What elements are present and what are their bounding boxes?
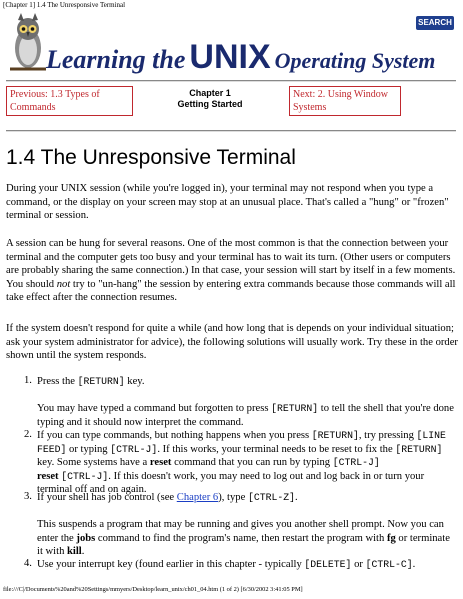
chapter-heading — [150, 88, 270, 110]
page-title: 1.4 The Unresponsive Terminal — [6, 146, 296, 169]
next-nav-box — [289, 86, 401, 116]
logo-word-1: Learning the — [46, 45, 186, 74]
next-page-link[interactable]: Next: 2. Using Window Systems — [293, 89, 388, 113]
page-footer: file:///C|/Documents%20and%20Settings/mmyers/Desktop/learn_unix/ch01_04.htm (1 of 2) [6/30/2002 3:41:05 PM] — [3, 586, 303, 593]
step-2-number: 2. — [24, 429, 32, 440]
window-title: [Chapter 1] 1.4 The Unresponsive Terminal — [3, 1, 126, 9]
owl-logo-icon — [6, 12, 50, 72]
site-logo-text — [46, 38, 435, 77]
emphasis-not: not — [56, 278, 71, 290]
prev-nav-box — [6, 86, 133, 116]
site-banner — [6, 12, 454, 74]
chapter-6-link[interactable]: Chapter 6 — [176, 492, 219, 503]
step-3: If your shell has job control (see Chapter 6), type [CTRL-Z]. — [37, 492, 298, 503]
key-return: [RETURN] — [77, 376, 125, 387]
step-3-detail: This suspends a program that may be running and gives you another shell prompt. Now you can enter the jobs command to find the program's name, then restart the program with fg or terminate it with kill. — [37, 519, 450, 557]
paragraph-intro: During your UNIX session (while you're logged in), your terminal may not respond when you type a command, or the display on your screen may stop at an unusual place. That's called a "hung" or "frozen" terminal or session. — [6, 183, 449, 221]
nav-divider — [6, 130, 456, 132]
step-2: If you can type commands, but nothing happens when you press [RETURN], try pressing [LINE FEED] or typing [CTRL-J]. If this works, your terminal needs to be reset to fix the [RETURN] key. Some systems have a reset command that you can run by typing [CTRL-J] reset [CTRL-J]. If this doesn't work, you may need to log out and log back in or turn your terminal off and on again. — [37, 430, 446, 495]
step-1-detail: You may have typed a command but forgotten to press [RETURN] to tell the shell that you're done typing and it should now interpret the command. — [37, 403, 454, 428]
logo-word-2: UNIX — [189, 38, 271, 76]
chapter-title: Getting Started — [177, 99, 243, 109]
logo-word-3: Operating System — [274, 48, 436, 73]
search-button[interactable]: SEARCH — [416, 16, 454, 30]
step-1: Press the [RETURN] key. — [37, 376, 145, 387]
step-4: Use your interrupt key (found earlier in this chapter - typically [DELETE] or [CTRL-C]. — [37, 559, 416, 570]
step-4-number: 4. — [24, 558, 32, 569]
step-3-number: 3. — [24, 491, 32, 502]
paragraph-solutions: If the system doesn't respond for quite a while (and how long that is depends on your individual situation; ask your system administrator for advice), the following solutions will usually work. Try these in the order shown until the system responds. — [6, 323, 458, 361]
step-1-number: 1. — [24, 375, 32, 386]
paragraph-hung-reasons: A session can be hung for several reasons. One of the most common is that the connection between your terminal and the computer gets too busy and your terminal has to wait its turn. (Other users or computers are probably sharing the same connection.) In that case, your session will start by itself in a few moments. You should not try to "un-hang" the session by entering extra commands because those commands will all take effect after the connection resumes. — [6, 238, 456, 303]
prev-page-link[interactable]: Previous: 1.3 Types of Commands — [10, 89, 100, 113]
top-divider — [6, 80, 456, 82]
chapter-number: Chapter 1 — [189, 88, 231, 98]
